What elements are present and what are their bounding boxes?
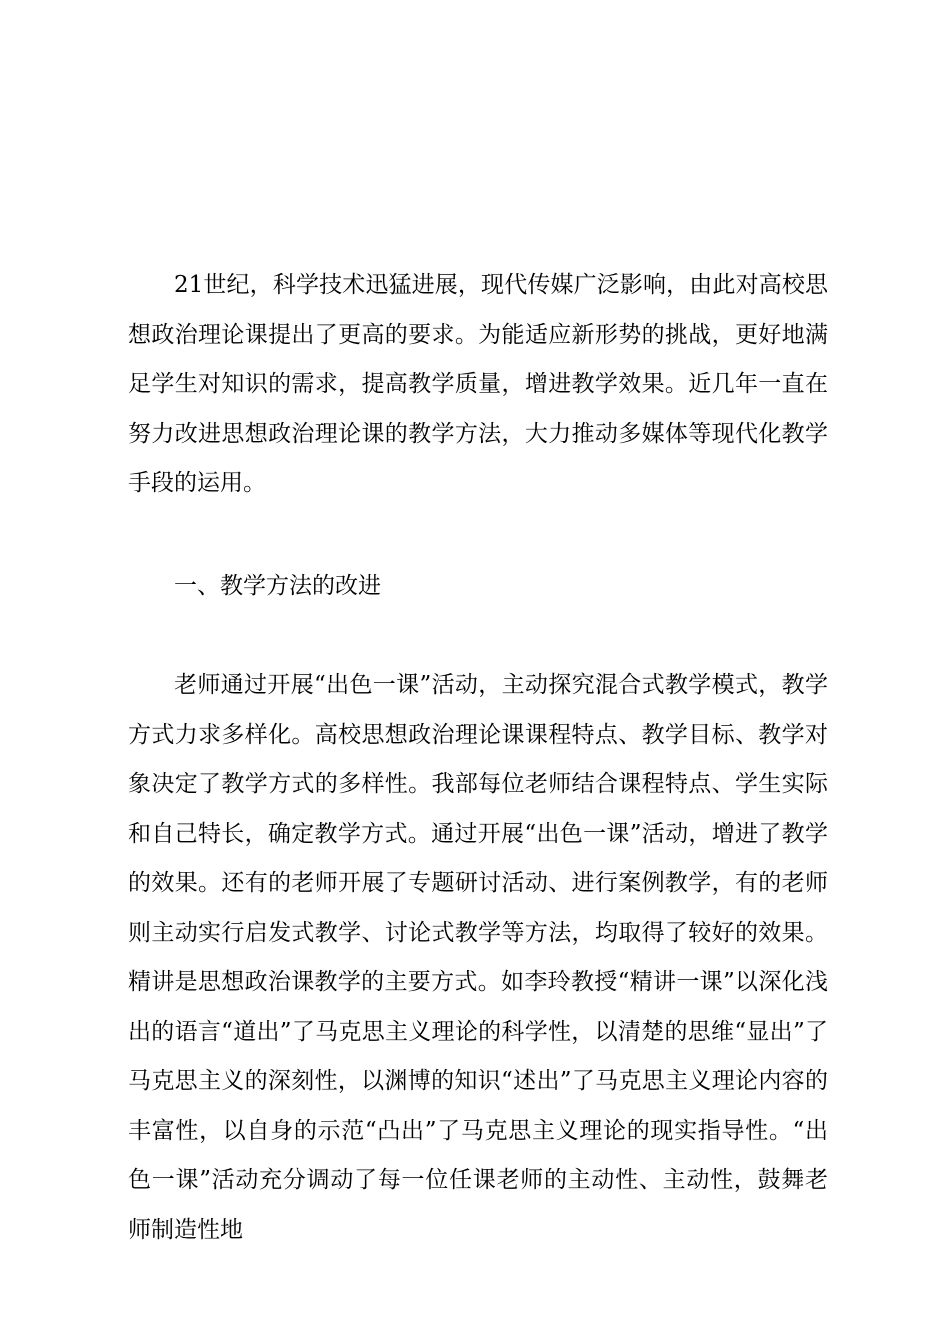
body-paragraph-teaching-methods: 老师通过开展“出色一课”活动，主动探究混合式教学模式，教学方式力求多样化。高校思想政治理论课课程特点、教学目标、教学对象决定了教学方式的多样性。我部每位老师结合课程特点、学生实际和自己特长，确定教学方式。通过开展“出色一课”活动，增进了教学的效果。还有的老师开展了专题研讨活动、进行案例教学，有的老师则主动实行启发式教学、讨论式教学等方法，均取得了较好的效果。精讲是思想政治课教学的主要方式。如李玲教授“精讲一课”以深化浅出的语言“道出”了马克思主义理论的科学性，以清楚的思维“显出”了马克思主义的深刻性，以渊博的知识“述出”了马克思主义理论内容的丰富性，以自身的示范“凸出”了马克思主义理论的现实指导性。“出色一课”活动充分调动了每一位任课老师的主动性、主动性，鼓舞老师制造性地 <box>128 672 828 1243</box>
section-heading: 一、教学方法的改进 <box>174 573 381 599</box>
body-paragraph-intro: 21世纪，科学技术迅猛进展，现代传媒广泛影响，由此对高校思想政治理论课提出了更高的要求。为能适应新形势的挑战，更好地满足学生对知识的需求，提高教学质量，增进教学效果。近几年一直在努力改进思想政治理论课的教学方法，大力推动多媒体等现代化教学手段的运用。 <box>128 272 828 496</box>
